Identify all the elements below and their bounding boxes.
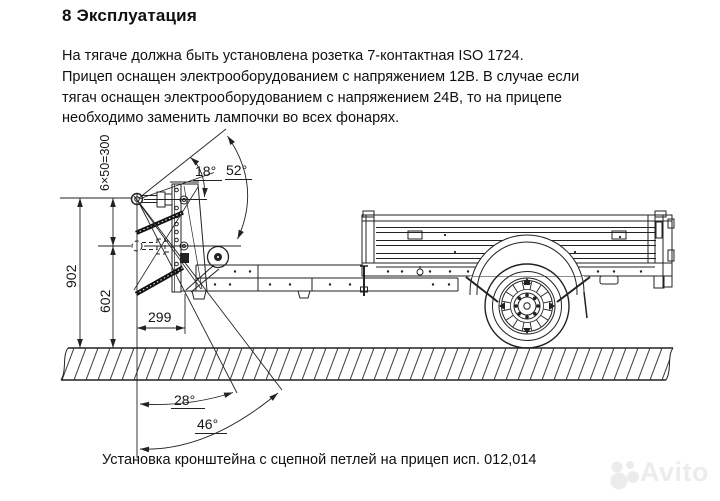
dim-hole-spacing: 6×50=300: [98, 134, 112, 191]
avito-watermark: [606, 456, 716, 496]
body-line: тягач оснащен электрооборудованием с напряжением 24В, то на прицепе: [62, 89, 562, 106]
angle-28: 28°: [174, 392, 196, 408]
angle-46: 46°: [197, 416, 219, 432]
drawbar: [192, 265, 458, 299]
angle-18: 18°: [195, 163, 217, 179]
body-line: На тягаче должна быть установлена розетка 7-контактная ISO 1724.: [62, 48, 524, 64]
avito-watermark-text: Avito: [640, 457, 709, 487]
angle-52: 52°: [226, 162, 248, 178]
trailer-side-view: [192, 211, 674, 348]
avito-logo-icon: [606, 456, 640, 492]
body-line: Прицеп оснащен электрооборудованием с напряжением 12В. В случае если: [62, 68, 580, 85]
wheel: [485, 264, 569, 348]
mounting-screws: [136, 213, 183, 295]
dim-602: 602: [97, 289, 113, 313]
body-line: необходимо заменить лампочки во всех фонарях.: [62, 110, 400, 127]
adjustment-holes: [175, 188, 179, 274]
rim-slots: [502, 281, 551, 330]
coupling-bracket: [132, 182, 229, 294]
dim-902: 902: [63, 264, 79, 288]
coupling-loop-alt-position: [132, 239, 172, 254]
page-title: 8 Эксплуатация: [62, 6, 197, 25]
ground-hatch: [61, 348, 673, 380]
figure-caption: Установка кронштейна с сцепной петлей на прицеп исп. 012,014: [102, 452, 537, 468]
dim-299: 299: [148, 309, 172, 325]
